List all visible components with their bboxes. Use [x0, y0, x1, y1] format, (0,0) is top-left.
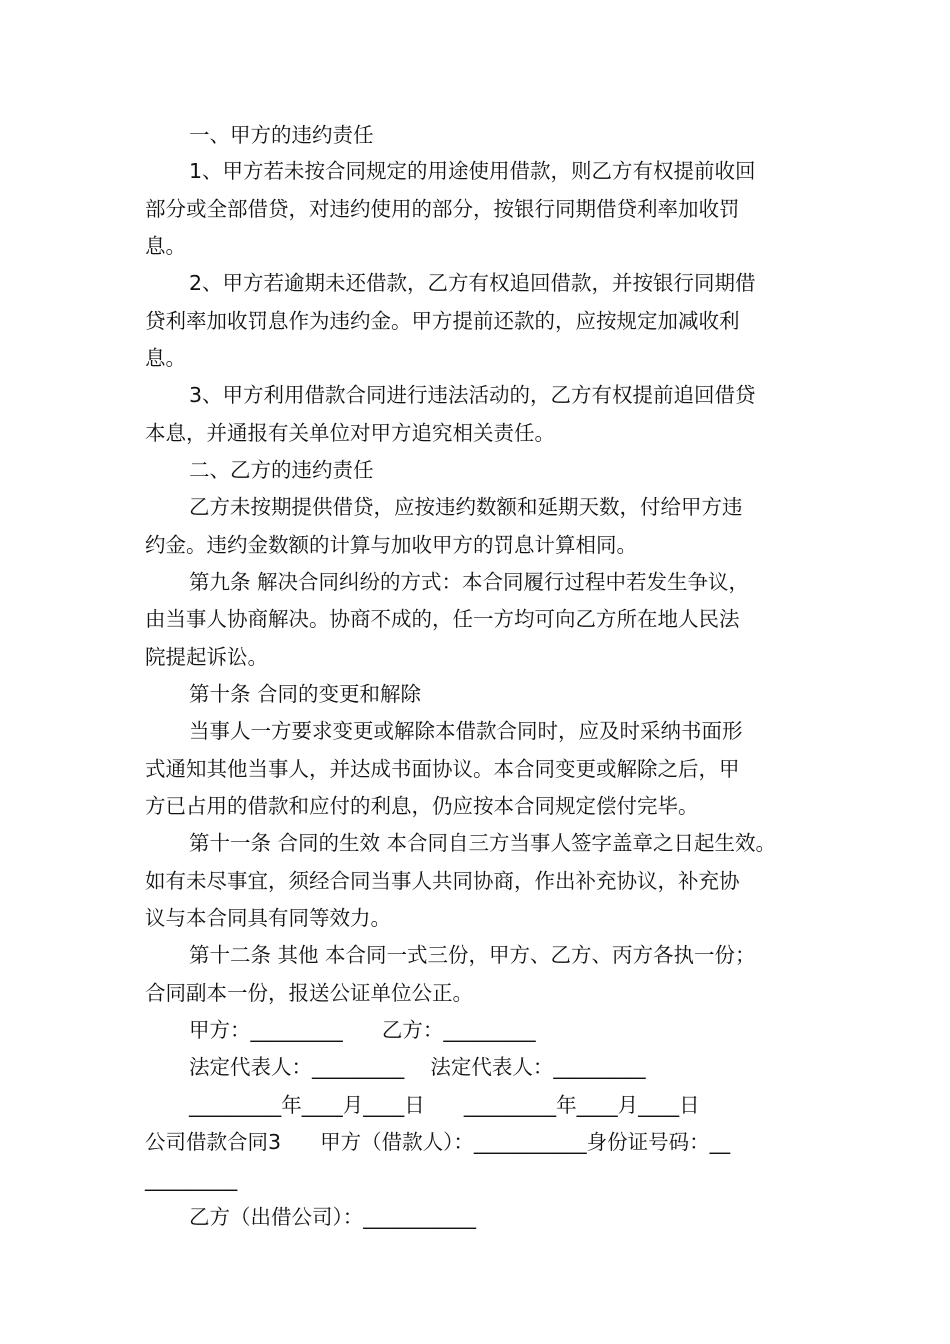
signature-parties-line: 甲方：_________ 乙方：_________: [189, 1018, 536, 1042]
paragraph-line: 式通知其他当事人，并达成书面协议。本合同变更或解除之后，甲: [145, 757, 740, 781]
paragraph-line: 息。: [145, 346, 186, 370]
id-number-blank: _________: [145, 1167, 238, 1191]
article-ten-heading: 第十条 合同的变更和解除: [189, 682, 422, 706]
paragraph-line: 方已占用的借款和应付的利息，仍应按本合同规定偿付完毕。: [145, 794, 699, 818]
lender-company-line: 乙方（出借公司）：___________: [189, 1205, 476, 1229]
section-heading-party-a-liability: 一、甲方的违约责任: [189, 123, 374, 147]
article-twelve-line: 第十二条 其他 本合同一式三份，甲方、乙方、丙方各执一份；: [189, 943, 756, 967]
paragraph-line: 合同副本一份，报送公证单位公正。: [145, 981, 473, 1005]
paragraph-line: 院提起诉讼。: [145, 645, 268, 669]
article-nine-line: 第九条 解决合同纠纷的方式：本合同履行过程中若发生争议，: [189, 570, 750, 594]
date-line: _________年____月____日 _________年____月____日: [189, 1093, 700, 1117]
paragraph-line: 如有未尽事宜，须经合同当事人共同协商，作出补充协议，补充协: [145, 869, 740, 893]
paragraph-line: 由当事人协商解决。协商不成的，任一方均可向乙方所在地人民法: [145, 607, 740, 631]
paragraph-line: 3、甲方利用借款合同进行违法活动的，乙方有权提前追回借贷: [189, 383, 756, 407]
paragraph-line: 当事人一方要求变更或解除本借款合同时，应及时采纳书面形: [189, 719, 743, 743]
section-heading-party-b-liability: 二、乙方的违约责任: [189, 458, 374, 482]
article-eleven-line: 第十一条 合同的生效 本合同自三方当事人签字盖章之日起生效。: [189, 831, 777, 855]
paragraph-line: 议与本合同具有同等效力。: [145, 906, 391, 930]
paragraph-line: 贷利率加收罚息作为违约金。甲方提前还款的，应按规定加减收利: [145, 309, 740, 333]
paragraph-line: 1、甲方若未按合同规定的用途使用借款，则乙方有权提前收回: [189, 159, 756, 183]
paragraph-line: 息。: [145, 234, 186, 258]
paragraph-line: 约金。违约金数额的计算与加收甲方的罚息计算相同。: [145, 533, 637, 557]
contract-three-heading-line: 公司借款合同3 甲方（借款人）：___________身份证号码：__: [145, 1130, 731, 1154]
paragraph-line: 部分或全部借贷，对违约使用的部分，按银行同期借贷利率加收罚: [145, 197, 740, 221]
paragraph-line: 2、甲方若逾期未还借款，乙方有权追回借款，并按银行同期借: [189, 271, 756, 295]
paragraph-line: 乙方未按期提供借贷，应按违约数额和延期天数，付给甲方违: [189, 495, 743, 519]
paragraph-line: 本息，并通报有关单位对甲方追究相关责任。: [145, 421, 555, 445]
legal-representative-line: 法定代表人：_________ 法定代表人：_________: [189, 1055, 646, 1079]
